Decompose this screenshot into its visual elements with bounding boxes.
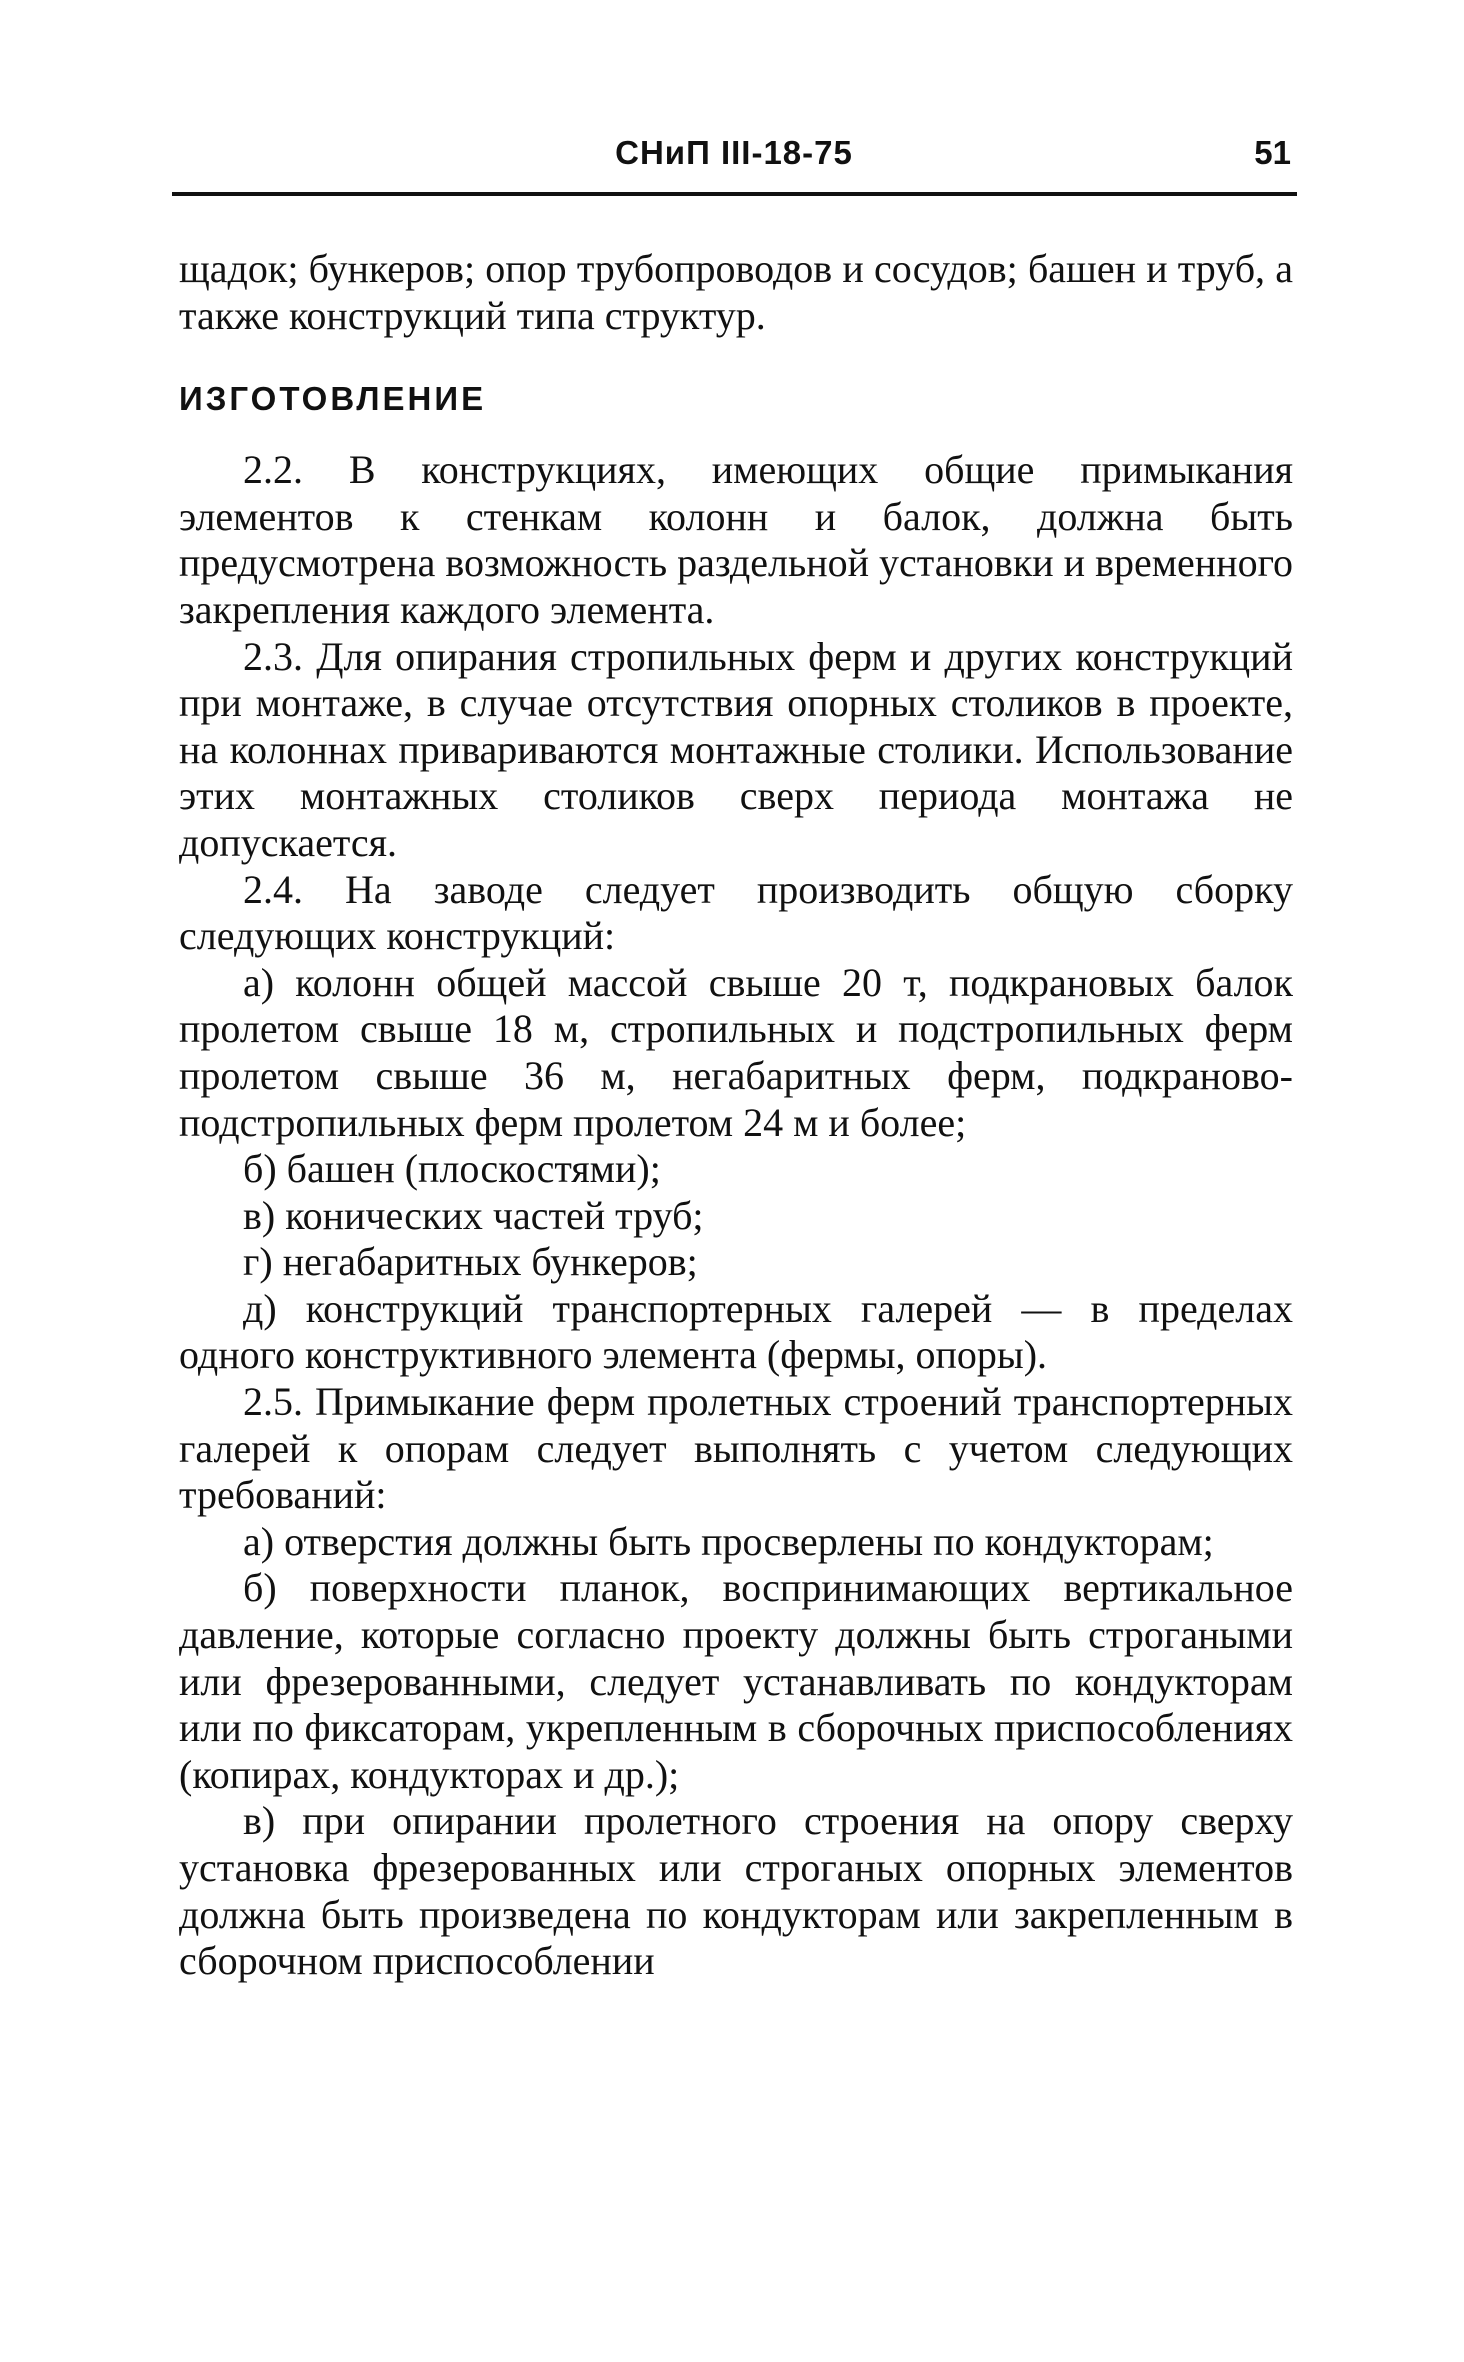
list-item: в) при опирании пролетного строения на опору сверху установка фрезерованных или строганых опорных элементов должна быть произведена по кондукторам или закрепленным в сборочном приспособлении: [179, 1798, 1293, 1984]
clause-text: На заводе следует производить общую сборку следующих конструкций:: [179, 866, 1293, 959]
clause-number: 2.4.: [243, 866, 303, 912]
page-number: 51: [1254, 134, 1291, 171]
list-item: б) поверхности планок, воспринимающих вертикальное давление, которые согласно проекту должны быть строгаными или фрезерованными, следует устанавливать по кондукторам или по фиксаторам, укрепленным в сборочных приспособлениях (копирах, кондукторах и др.);: [179, 1565, 1293, 1797]
clause-number: 2.5.: [243, 1379, 303, 1425]
clause-number: 2.3.: [243, 633, 303, 679]
document-code: СНиП III-18-75: [615, 134, 853, 171]
clause-text: Примыкание ферм пролетных строений транспортерных галерей к опорам следует выполнять с учетом следующих требований:: [179, 1379, 1294, 1518]
clause-2-5: [179, 1379, 1293, 1519]
list-item: д) конструкций транспортерных галерей — в пределах одного конструктивного элемента (фермы, опоры).: [179, 1285, 1293, 1378]
list-item: г) негабаритных бункеров;: [243, 1239, 698, 1285]
list-item: а) колонн общей массой свыше 20 т, подкрановых балок пролетом свыше 18 м, стропильных и подстропильных ферм пролетом свыше 36 м, негабаритных ферм, подкраново-подстропильных ферм пролетом 24 м и более;: [179, 959, 1293, 1145]
clause-2-4: [179, 867, 1293, 960]
header-rule: [172, 192, 1297, 196]
body-text: [179, 246, 1293, 1985]
clause-number: 2.2.: [243, 447, 303, 493]
intro-paragraph: щадок; бункеров; опор трубопроводов и сосудов; башен и труб, а также конструкций типа структур.: [179, 246, 1293, 338]
list-item: в) конических частей труб;: [243, 1192, 704, 1238]
list-item: б) башен (плоскостями);: [243, 1146, 661, 1192]
section-heading: ИЗГОТОВЛЕНИЕ: [179, 380, 487, 418]
clause-text: Для опирания стропильных ферм и других конструкций при монтаже, в случае отсутствия опорных столиков в проекте, на колоннах привариваются монтажные столики. Использование этих монтажных столиков сверх периода монтажа не допускается.: [179, 633, 1293, 865]
page-header: [175, 134, 1293, 190]
list-item: а) отверстия должны быть просверлены по кондукторам;: [243, 1518, 1214, 1564]
clause-2-3: [179, 634, 1293, 867]
clause-text: В конструкциях, имеющих общие примыкания элементов к стенкам колонн и балок, должна быть предусмотрена возможность раздельной установки и временного закрепления каждого элемента.: [179, 447, 1294, 632]
clause-2-2: [179, 447, 1293, 633]
